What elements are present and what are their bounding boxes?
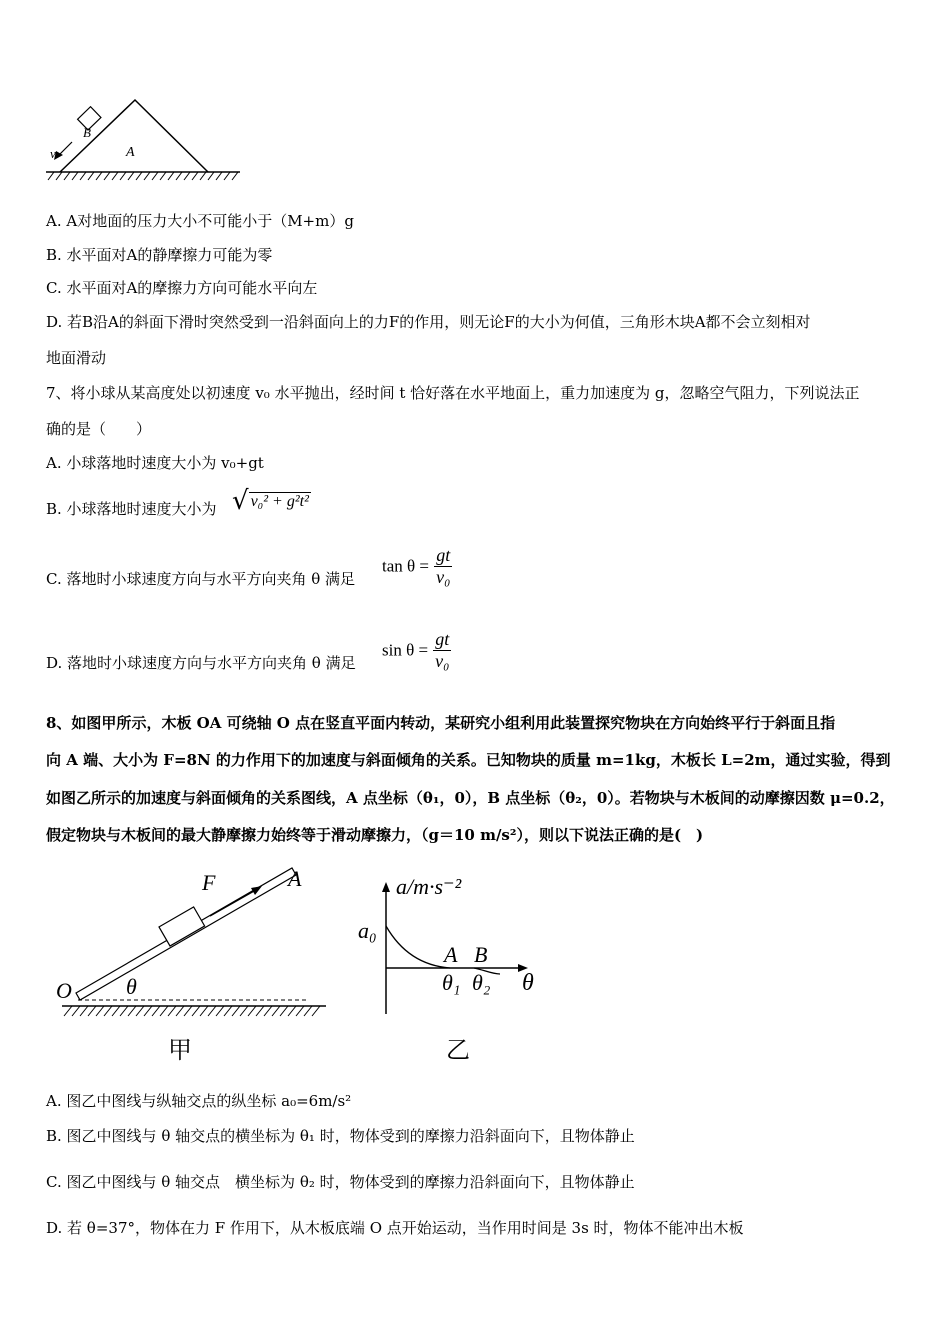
q7-option-d-formula <box>382 629 451 672</box>
label-f: F <box>202 870 216 895</box>
label-v: v <box>50 146 56 161</box>
label-o: O <box>56 978 72 1003</box>
label-a: A <box>126 145 135 160</box>
q7-option-b: B. 小球落地时速度大小为 <box>46 500 217 518</box>
q8-stem-line2: 向 A 端、大小为 F=8N 的力作用下的加速度与斜面倾角的关系。已知物块的质量 m=1kg，木板长 L=2m，通过实验，得到 <box>46 751 891 769</box>
q7-option-d-fraction <box>433 629 451 672</box>
q7-option-b-sqrt: √ v₀² + g²t² <box>232 486 309 516</box>
label-point-a: A <box>444 942 458 967</box>
caption-jia: 甲 <box>168 1036 192 1064</box>
label-a-end: A <box>288 866 302 891</box>
caption-yi: 乙 <box>446 1036 470 1064</box>
incline-figure-top <box>40 90 250 190</box>
q8-option-c: C. 图乙中图线与 θ 轴交点 横坐标为 θ₂ 时，物体受到的摩擦力沿斜面向下，且物体静止 <box>46 1173 635 1191</box>
y-axis-label: a/m·s⁻² <box>396 874 462 899</box>
q7-option-c-formula <box>382 545 452 588</box>
q7-option-c-lhs: tan θ = <box>382 556 429 576</box>
label-b: B <box>83 125 91 140</box>
q7-option-d-denominator: v₀ <box>435 651 450 671</box>
q7-option-a: A. 小球落地时速度大小为 v₀+gt <box>46 454 264 472</box>
q7-stem-line2: 确的是（ ） <box>46 420 152 438</box>
q6-option-a: A. A对地面的压力大小不可能小于（M+m）g <box>46 212 354 230</box>
q7-option-c: C. 落地时小球速度方向与水平方向夹角 θ 满足 <box>46 570 356 588</box>
q7-option-c-fraction <box>434 545 452 588</box>
q7-option-d: D. 落地时小球速度方向与水平方向夹角 θ 满足 <box>46 654 356 672</box>
q7-option-d-lhs: sin θ = <box>382 640 429 660</box>
x-axis-label: θ <box>522 970 534 996</box>
label-a0: a₀ <box>358 918 377 943</box>
q8-option-b: B. 图乙中图线与 θ 轴交点的横坐标为 θ₁ 时，物体受到的摩擦力沿斜面向下，且物体静止 <box>46 1127 635 1145</box>
q8-stem-line3: 如图乙所示的加速度与斜面倾角的关系图线，A 点坐标（θ₁，0），B 点坐标（θ₂，0）。若物块与木板间的动摩擦因数 μ=0.2， <box>46 789 895 807</box>
q6-option-b: B. 水平面对A的静摩擦力可能为零 <box>46 246 273 264</box>
q8-option-d: D. 若 θ=37°，物体在力 F 作用下，从木板底端 O 点开始运动，当作用时间是 3s 时，物体不能冲出木板 <box>46 1219 744 1237</box>
label-point-b: B <box>474 942 488 967</box>
q7-option-d-numerator: gt <box>433 629 451 651</box>
label-theta1: θ₁ <box>442 970 461 995</box>
q7-option-c-denominator: v₀ <box>436 567 451 587</box>
label-theta: θ <box>126 974 137 999</box>
q8-stem-line1: 8、如图甲所示，木板 OA 可绕轴 O 点在竖直平面内转动，某研究小组利用此装置探究物块在方向始终平行于斜面且指 <box>46 714 836 732</box>
q6-option-d-line1: D. 若B沿A的斜面下滑时突然受到一沿斜面向上的力F的作用，则无论F的大小为何值，三角形木块A都不会立刻相对 <box>46 313 811 331</box>
q8-stem-line4: 假定物块与木板间的最大静摩擦力始终等于滑动摩擦力，（g＝10 m/s²），则以下说法正确的是( ) <box>46 826 704 844</box>
accel-curve <box>386 926 450 968</box>
q6-option-c: C. 水平面对A的摩擦力方向可能水平向左 <box>46 279 318 297</box>
q7-option-c-numerator: gt <box>434 545 452 567</box>
q7-stem-line1: 7、将小球从某高度处以初速度 v₀ 水平抛出，经时间 t 恰好落在水平地面上，重力加速度为 g，忽略空气阻力，下列说法正 <box>46 384 860 402</box>
figure-jia <box>50 862 340 1072</box>
q7-option-b-expr: v₀² + g²t² <box>250 493 309 510</box>
figure-yi <box>350 862 560 1072</box>
label-theta2: θ₂ <box>472 970 491 995</box>
q6-option-d-line2: 地面滑动 <box>46 349 107 367</box>
q8-option-a: A. 图乙中图线与纵轴交点的纵坐标 a₀=6m/s² <box>46 1092 352 1110</box>
